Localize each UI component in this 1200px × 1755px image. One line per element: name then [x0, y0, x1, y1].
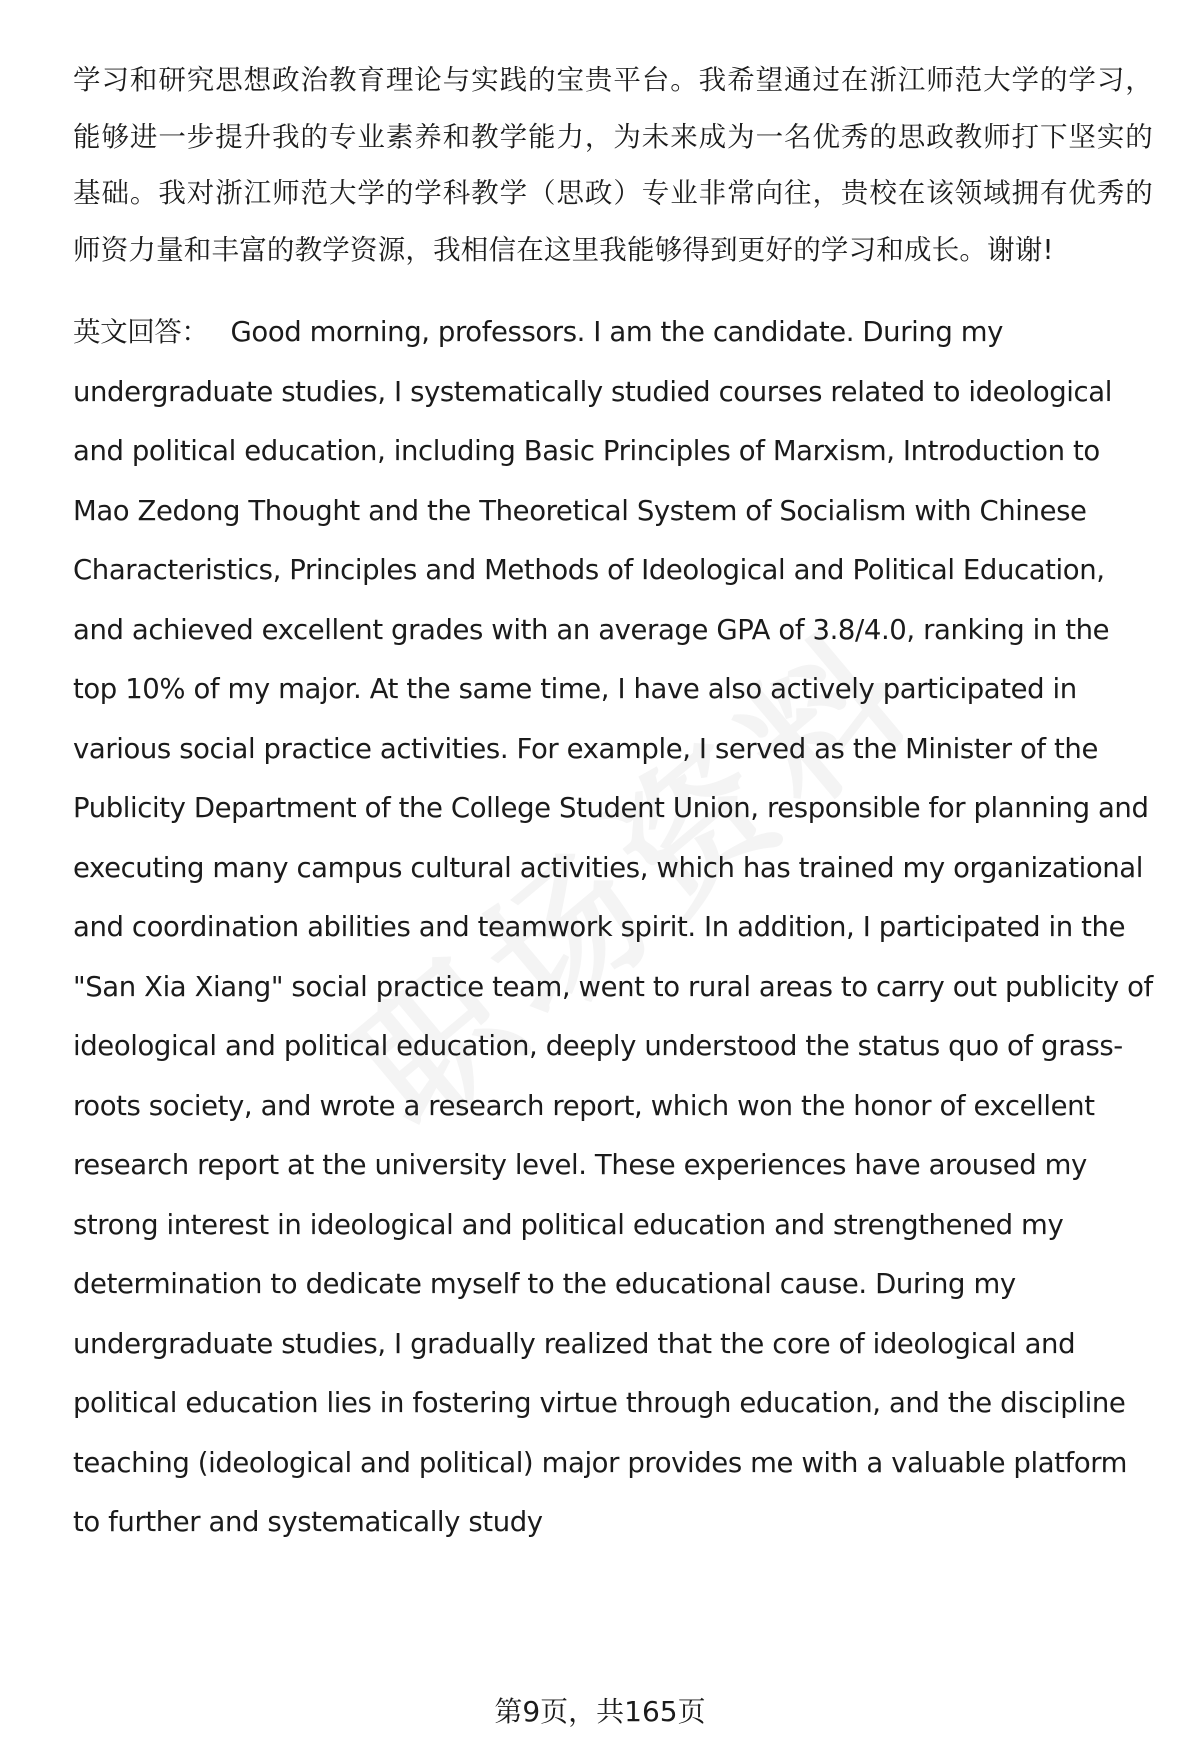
chinese-paragraph: 学习和研究思想政治教育理论与实践的宝贵平台。我希望通过在浙江师范大学的学习，能够进一步提升我的专业素养和教学能力，为未来成为一名优秀的思政教师打下坚实的基础。我对浙江师范大学的学科教学（思政）专业非常向往，贵校在该领域拥有优秀的师资力量和丰富的教学资源，我相信在这里我能够得到更好的学习和成长。谢谢!	[73, 64, 1153, 266]
english-answer-text: Good morning, professors. I am the candidate. During my undergraduate studies, I systematically studied courses related to ideological and political education, including Basic Principles of Marxism, Introduction to Mao Zedong Thought and the Theoretical System of Socialism with Chinese Characteristics, Principles and Methods of Ideological and Political Education, and achieved excellent grades with an average GPA of 3.8/4.0, ranking in the top 10% of my major. At the same time, I have also actively participated in various social practice activities. For example, I served as the Minister of the Publicity Department of the College Student Union, responsible for planning and executing many campus cultural activities, which has trained my organizational and coordination abilities and teamwork spirit. In addition, I participated in the "San Xia Xiang" social practice team, went to rural areas to carry out publicity of ideological and political education, deeply understood the status quo of grass-roots society, and wrote a research report, which won the honor of excellent research report at the university level. These experiences have aroused my strong interest in ideological and political education and strengthened my determination to dedicate myself to the educational cause. During my undergraduate studies, I gradually realized that the core of ideological and political education lies in fostering virtue through education, and the discipline teaching (ideological and political) major provides me with a valuable platform to further and systematically study	[73, 316, 1153, 1538]
english-answer-paragraph	[73, 303, 1153, 1553]
page-number-footer: 第9页，共165页	[494, 1695, 706, 1728]
english-answer-label: 英文回答：	[73, 316, 209, 348]
document-content	[73, 52, 1153, 1553]
